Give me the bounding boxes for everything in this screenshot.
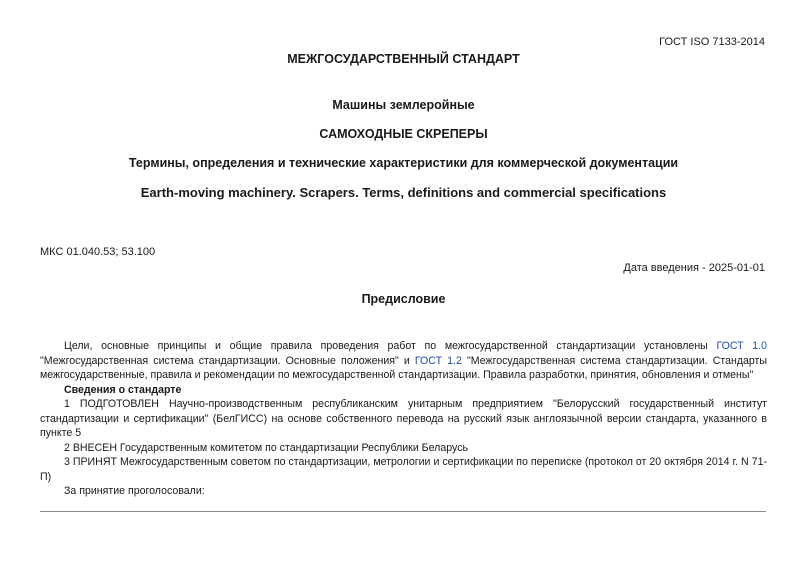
title-line-english: Earth-moving machinery. Scrapers. Terms, definitions and commercial specifications	[140, 185, 667, 200]
standard-info-heading: Сведения о стандарте	[64, 383, 182, 396]
intro-text-1: Цели, основные принципы и общие правила проведения работ по межгосударственной стандартизации установлены	[64, 340, 717, 352]
intro-text-3: "Межгосударственная система стандартизации. Стандарты межгосударственные, правила и рекомендации по межгосударственной стандартизации. Правила разработки, принятия, обновления и отмены"	[40, 354, 768, 381]
intro-text-2: "Межгосударственная система стандартизации. Основные положения" и	[40, 354, 415, 367]
mks-code: МКС 01.040.53; 53.100	[40, 246, 156, 258]
item-submitted: 2 ВНЕСЕН Государственным комитетом по стандартизации Республики Беларусь	[64, 441, 469, 454]
gost-1-0-link[interactable]: ГОСТ 1.0	[716, 340, 767, 352]
title-line-2: САМОХОДНЫЕ СКРЕПЕРЫ	[319, 127, 488, 141]
title-line-1: Машины землеройные	[332, 98, 475, 112]
item-prepared: 1 ПОДГОТОВЛЕН Научно-производственным республиканским унитарным предприятием "Белорусский государственный институт стандартизации и сертификации" (БелГИСС) на основе собственного перевода на русский язык англоязычной версии стандарта, указанного в пункте 5	[40, 398, 767, 439]
preface-heading: Предисловие	[361, 292, 446, 306]
divider-line	[40, 511, 766, 512]
voted-for-label: За принятие проголосовали:	[64, 485, 205, 497]
standard-type-heading: МЕЖГОСУДАРСТВЕННЫЙ СТАНДАРТ	[287, 52, 520, 66]
title-line-3: Термины, определения и технические характеристики для коммерческой документации	[128, 156, 679, 170]
introduction-date: Дата введения - 2025-01-01	[623, 262, 765, 274]
gost-code: ГОСТ ISO 7133-2014	[659, 36, 765, 48]
item-adopted: 3 ПРИНЯТ Межгосударственным советом по стандартизации, метрологии и сертификации по переписке (протокол от 20 октября 2014 г. N 71-П)	[40, 456, 767, 483]
preface-body	[40, 339, 767, 499]
preface-intro-paragraph	[40, 339, 767, 383]
gost-1-2-link[interactable]: ГОСТ 1.2	[414, 354, 462, 367]
